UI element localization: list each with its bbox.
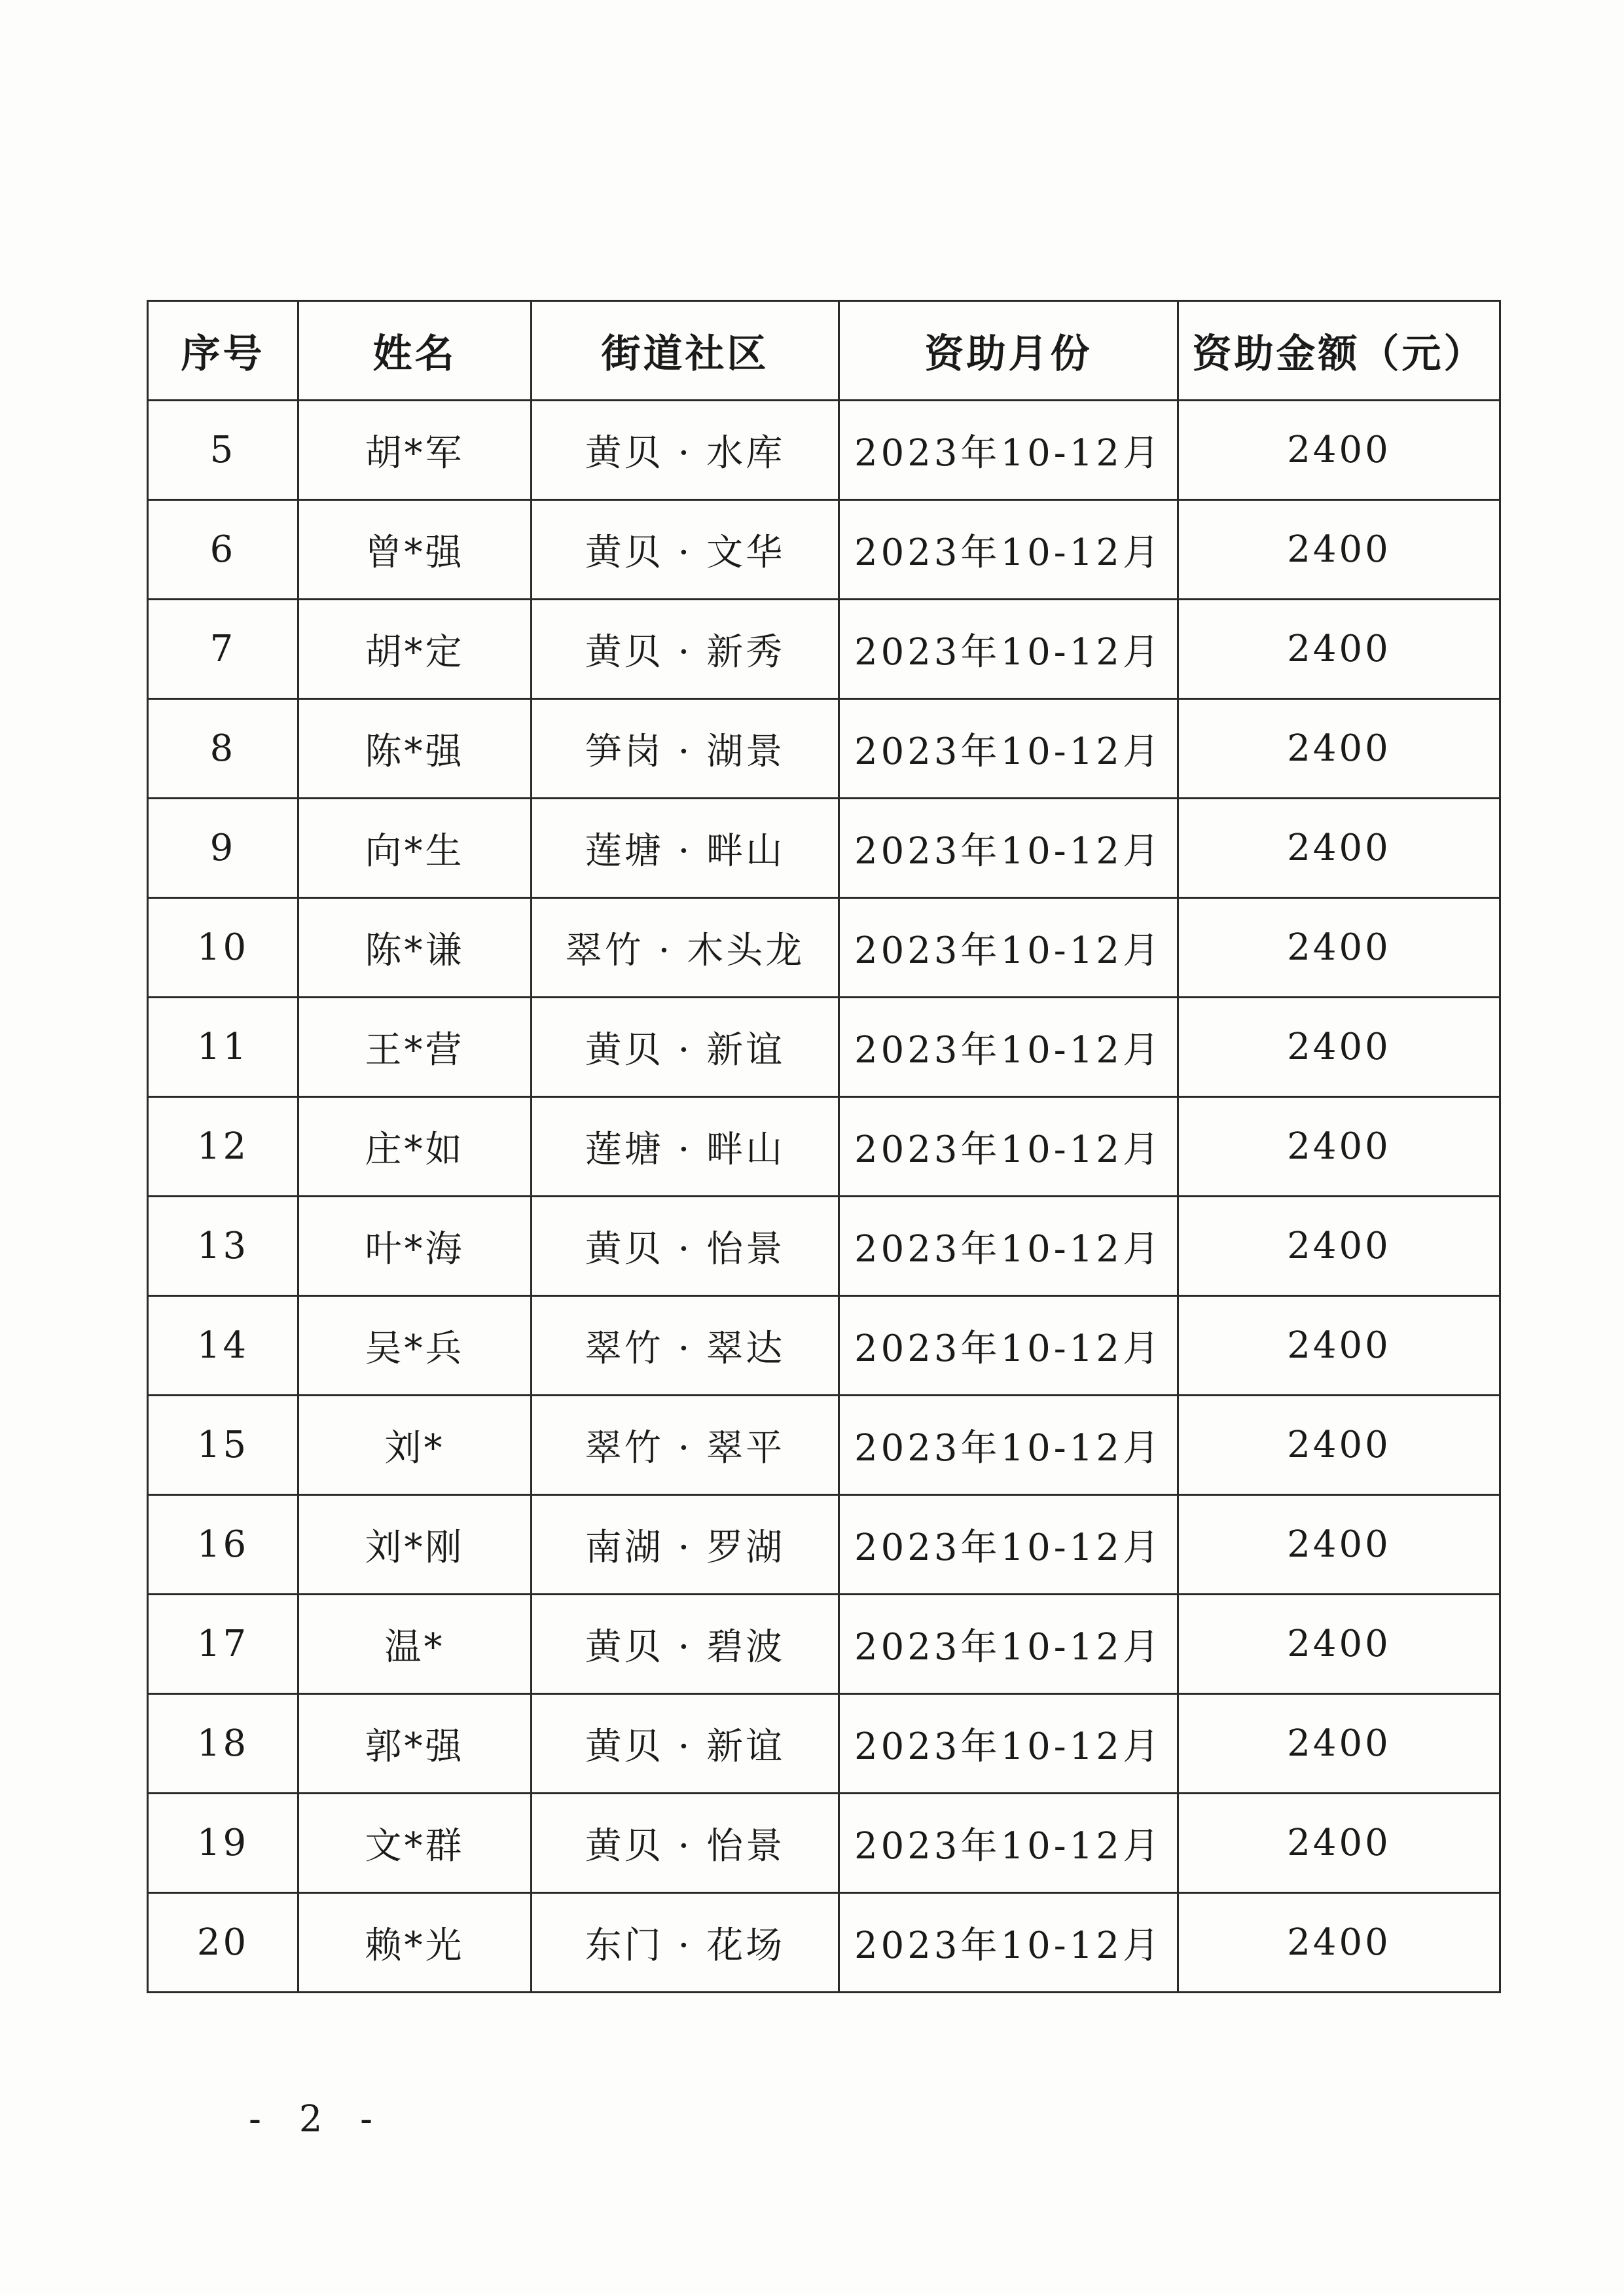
cell-months: 2023年10-12月: [839, 1097, 1178, 1197]
cell-amount: 2400: [1178, 1893, 1500, 1993]
table-row: [148, 1694, 1500, 1794]
cell-amount: 2400: [1178, 600, 1500, 699]
cell-community: 黄贝 · 新秀: [532, 600, 839, 699]
table-row: [148, 500, 1500, 600]
cell-amount: 2400: [1178, 699, 1500, 799]
cell-name: 陈*谦: [298, 898, 532, 998]
cell-name: 曾*强: [298, 500, 532, 600]
table-row: [148, 1197, 1500, 1296]
cell-community: 翠竹 · 翠平: [532, 1396, 839, 1495]
cell-amount: 2400: [1178, 1694, 1500, 1794]
table-body: [148, 401, 1500, 1993]
cell-serial-number: 19: [148, 1794, 298, 1893]
cell-community: 黄贝 · 怡景: [532, 1197, 839, 1296]
cell-serial-number: 13: [148, 1197, 298, 1296]
cell-amount: 2400: [1178, 1495, 1500, 1595]
cell-amount: 2400: [1178, 799, 1500, 898]
cell-community: 莲塘 · 畔山: [532, 799, 839, 898]
cell-serial-number: 8: [148, 699, 298, 799]
cell-amount: 2400: [1178, 500, 1500, 600]
cell-months: 2023年10-12月: [839, 1794, 1178, 1893]
cell-months: 2023年10-12月: [839, 799, 1178, 898]
table-row: [148, 1296, 1500, 1396]
cell-name: 胡*定: [298, 600, 532, 699]
cell-amount: 2400: [1178, 1296, 1500, 1396]
cell-community: 东门 · 花场: [532, 1893, 839, 1993]
table-row: [148, 401, 1500, 500]
cell-community: 黄贝 · 文华: [532, 500, 839, 600]
cell-months: 2023年10-12月: [839, 1197, 1178, 1296]
cell-months: 2023年10-12月: [839, 699, 1178, 799]
header-row: [148, 301, 1500, 401]
cell-serial-number: 18: [148, 1694, 298, 1794]
cell-amount: 2400: [1178, 401, 1500, 500]
cell-community: 莲塘 · 畔山: [532, 1097, 839, 1197]
cell-community: 翠竹 · 木头龙: [532, 898, 839, 998]
cell-months: 2023年10-12月: [839, 600, 1178, 699]
cell-name: 温*: [298, 1595, 532, 1694]
cell-amount: 2400: [1178, 1595, 1500, 1694]
header-street-community: 街道社区: [532, 301, 839, 401]
table-row: [148, 998, 1500, 1097]
table-row: [148, 799, 1500, 898]
cell-months: 2023年10-12月: [839, 1296, 1178, 1396]
cell-serial-number: 10: [148, 898, 298, 998]
cell-amount: 2400: [1178, 1396, 1500, 1495]
table-row: [148, 1595, 1500, 1694]
cell-months: 2023年10-12月: [839, 1595, 1178, 1694]
cell-serial-number: 6: [148, 500, 298, 600]
table-row: [148, 1794, 1500, 1893]
cell-community: 黄贝 · 水库: [532, 401, 839, 500]
cell-serial-number: 15: [148, 1396, 298, 1495]
cell-serial-number: 20: [148, 1893, 298, 1993]
aid-recipient-table: [147, 300, 1501, 1993]
table-row: [148, 1396, 1500, 1495]
cell-months: 2023年10-12月: [839, 1694, 1178, 1794]
cell-months: 2023年10-12月: [839, 401, 1178, 500]
cell-amount: 2400: [1178, 898, 1500, 998]
cell-name: 王*营: [298, 998, 532, 1097]
cell-name: 刘*刚: [298, 1495, 532, 1595]
cell-serial-number: 11: [148, 998, 298, 1097]
cell-name: 庄*如: [298, 1097, 532, 1197]
cell-community: 南湖 · 罗湖: [532, 1495, 839, 1595]
cell-months: 2023年10-12月: [839, 1495, 1178, 1595]
cell-months: 2023年10-12月: [839, 500, 1178, 600]
cell-serial-number: 9: [148, 799, 298, 898]
cell-amount: 2400: [1178, 998, 1500, 1097]
table-row: [148, 1097, 1500, 1197]
table-row: [148, 600, 1500, 699]
cell-name: 叶*海: [298, 1197, 532, 1296]
cell-months: 2023年10-12月: [839, 1893, 1178, 1993]
cell-serial-number: 14: [148, 1296, 298, 1396]
cell-months: 2023年10-12月: [839, 898, 1178, 998]
cell-name: 吴*兵: [298, 1296, 532, 1396]
table-header: [148, 301, 1500, 401]
cell-serial-number: 17: [148, 1595, 298, 1694]
table-row: [148, 1495, 1500, 1595]
cell-name: 文*群: [298, 1794, 532, 1893]
cell-name: 赖*光: [298, 1893, 532, 1993]
cell-months: 2023年10-12月: [839, 998, 1178, 1097]
cell-name: 郭*强: [298, 1694, 532, 1794]
cell-name: 胡*军: [298, 401, 532, 500]
header-aid-amount: 资助金额（元）: [1178, 301, 1500, 401]
cell-months: 2023年10-12月: [839, 1396, 1178, 1495]
table-row: [148, 1893, 1500, 1993]
cell-serial-number: 7: [148, 600, 298, 699]
cell-name: 向*生: [298, 799, 532, 898]
cell-community: 黄贝 · 碧波: [532, 1595, 839, 1694]
cell-community: 黄贝 · 怡景: [532, 1794, 839, 1893]
table-row: [148, 898, 1500, 998]
cell-community: 翠竹 · 翠达: [532, 1296, 839, 1396]
page-number: - 2 -: [249, 2098, 386, 2141]
header-name: 姓名: [298, 301, 532, 401]
cell-serial-number: 5: [148, 401, 298, 500]
cell-name: 陈*强: [298, 699, 532, 799]
cell-amount: 2400: [1178, 1794, 1500, 1893]
cell-amount: 2400: [1178, 1097, 1500, 1197]
cell-serial-number: 12: [148, 1097, 298, 1197]
header-serial-number: 序号: [148, 301, 298, 401]
cell-community: 黄贝 · 新谊: [532, 1694, 839, 1794]
cell-serial-number: 16: [148, 1495, 298, 1595]
cell-name: 刘*: [298, 1396, 532, 1495]
cell-amount: 2400: [1178, 1197, 1500, 1296]
table-row: [148, 699, 1500, 799]
header-aid-months: 资助月份: [839, 301, 1178, 401]
cell-community: 笋岗 · 湖景: [532, 699, 839, 799]
cell-community: 黄贝 · 新谊: [532, 998, 839, 1097]
